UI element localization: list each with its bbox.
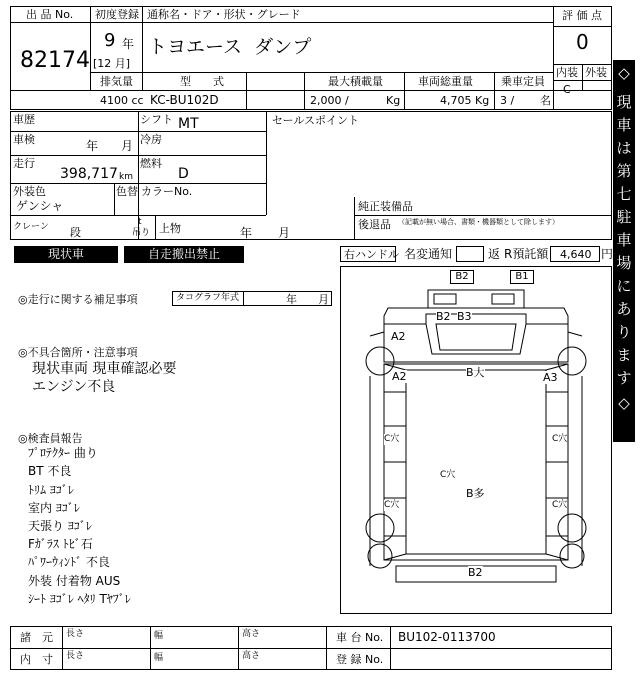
lot-no-value: 82174 [20, 48, 90, 73]
chassis-label: 車 台 No. [336, 631, 384, 644]
accessories-note: （記載が無い場合、書類・機器類として除します） [398, 218, 559, 226]
interior-value: C [563, 83, 571, 96]
mark-c-hole-center: C穴 [440, 470, 456, 480]
tacho-label: タコグラフ年式 [176, 293, 240, 303]
type-label: 型 式 [180, 75, 224, 88]
sales-point-label: セールスポイント [272, 114, 360, 127]
name-change-box [456, 246, 484, 262]
height-label-inner: 高さ [242, 651, 261, 661]
mark-b2-cab: B2 [436, 310, 451, 323]
inspector-line-6: Fｶﾞﾗｽ ﾄﾋﾞ石 [28, 537, 93, 551]
displacement-label: 排気量 [100, 75, 133, 88]
inspector-line-2: BT 不良 [28, 464, 72, 478]
mark-b1-top: B1 [510, 270, 534, 284]
width-label: 幅 [154, 631, 164, 641]
history-label: 車歴 [13, 113, 35, 126]
shift-value: MT [178, 116, 199, 132]
shift-label: シフト [140, 113, 173, 126]
upper-month: 月 [278, 226, 291, 240]
mark-a2-side: A2 [392, 370, 407, 383]
capacity-unit: 名 [540, 94, 551, 107]
inspector-line-7: ﾊﾟﾜｰｳｨﾝﾄﾞ 不良 [28, 555, 110, 569]
status-badge-current: 現状車 [14, 246, 118, 263]
mark-c-hole-right: C穴 [552, 434, 568, 444]
status-badge-no-self-drive: 自走搬出禁止 [124, 246, 244, 263]
max-load-unit: Kg [386, 94, 401, 107]
tacho-month: 月 [318, 293, 329, 306]
inspector-title: ◎検査員報告 [18, 432, 83, 445]
sidebar-char: 車 [616, 116, 632, 134]
fuel-value: D [178, 166, 189, 182]
color-value: ゲンシャ [16, 199, 64, 213]
max-load-label: 最大積載量 [328, 75, 383, 88]
color-change-label: 色替 [116, 185, 138, 198]
inspector-line-9: ｼｰﾄ ﾖｺﾞﾚ ﾍﾀﾘ Tﾔﾌﾞﾚ [28, 592, 131, 606]
mark-c-hole-right-2: C穴 [552, 500, 568, 510]
equipment-label: 純正装備品 [358, 200, 413, 213]
r-deposit-label: R預託額 [504, 247, 549, 261]
defects-title: ◎不具合箇所・注意事項 [18, 346, 138, 359]
dims-label: 諸 元 [20, 631, 53, 644]
height-label: 高さ [242, 629, 261, 639]
color-label: 外装色 [13, 185, 46, 198]
interior-label: 内装 [556, 66, 578, 79]
score-value: 0 [576, 30, 589, 54]
mileage-value: 398,717 [60, 166, 118, 182]
tax-label: 返 [488, 247, 501, 261]
crane-hook: 吊り [132, 228, 151, 238]
name-change-label: 名変通知 [404, 247, 453, 261]
sidebar-char: り [616, 323, 632, 341]
model-name: トヨエース ダンプ [148, 36, 312, 58]
capacity-value: 3 / [500, 94, 515, 107]
inspection-year: 年 [86, 139, 99, 153]
sidebar-char: 第 [616, 162, 632, 180]
length-label-inner: 長さ [66, 651, 85, 661]
tacho-year: 年 [286, 293, 297, 306]
inspection-month: 月 [121, 139, 134, 153]
mark-b2-top: B2 [450, 270, 474, 284]
defect-line-1: 現状車両 現車確認必要 [32, 361, 177, 377]
aircon-label: 冷房 [140, 133, 162, 146]
sidebar-char: 車 [616, 231, 632, 249]
inspector-line-1: ﾌﾟﾛﾃｸﾀｰ 曲り [28, 446, 98, 460]
first-reg-year: 9 [104, 30, 116, 51]
gross-weight-label: 車両総重量 [418, 75, 473, 88]
inspection-label: 車検 [13, 133, 35, 146]
displacement-value: 4100 cc [100, 94, 144, 107]
lot-no-label: 出 品 No. [26, 8, 74, 21]
mark-b-large: B大 [466, 366, 485, 379]
inspector-line-4: 室内 ﾖｺﾞﾚ [28, 501, 80, 515]
mileage-label: 走行 [13, 157, 35, 170]
crane-t: t [138, 217, 142, 227]
mark-a2-front: A2 [391, 330, 406, 343]
length-label: 長さ [66, 629, 85, 639]
sidebar-char: す [616, 369, 632, 387]
sidebar-char: あ [616, 300, 632, 318]
mark-b3-cab: B3 [457, 310, 472, 323]
steering-label: 右ハンドル [344, 248, 399, 261]
mileage-unit: km [119, 172, 133, 182]
type-value: KC-BU102D [150, 93, 219, 107]
mark-a3: A3 [543, 371, 558, 384]
gross-weight-value: 4,705 Kg [440, 94, 490, 107]
fuel-label: 燃料 [140, 157, 162, 170]
sidebar-char: ◇ [618, 64, 630, 82]
score-label: 評 価 点 [562, 9, 602, 22]
upper-label: 上物 [159, 222, 181, 235]
registration-label: 登 録 No. [336, 653, 384, 666]
upper-year: 年 [240, 226, 253, 240]
driving-notes-title: ◎走行に関する補足事項 [18, 293, 138, 306]
first-reg-month: [12 月] [93, 57, 131, 70]
mark-b-many: B多 [466, 487, 485, 500]
defect-line-2: エンジン不良 [32, 379, 116, 395]
vehicle-diagram [340, 266, 612, 614]
sidebar-char: ま [616, 346, 632, 364]
first-reg-label: 初度登録 [95, 8, 139, 21]
color-code-label: カラーNo. [141, 185, 193, 198]
capacity-label: 乗車定員 [501, 75, 545, 88]
r-deposit-unit: 円 [601, 247, 614, 261]
width-label-inner: 幅 [154, 653, 164, 663]
sidebar-char: は [616, 139, 632, 157]
chassis-value: BU102-0113700 [398, 630, 496, 644]
crane-dan: 段 [70, 226, 81, 239]
sidebar-char: 場 [616, 254, 632, 272]
mark-b2-rear: B2 [468, 566, 483, 579]
crane-label: クレーン [13, 222, 49, 232]
sidebar-char: ◇ [618, 394, 630, 412]
sidebar-char: 七 [616, 185, 632, 203]
model-label: 通称名・ドア・形状・グレード [147, 8, 301, 21]
r-deposit-value: 4,640 [560, 248, 592, 261]
inspector-line-3: ﾄﾘﾑ ﾖｺﾞﾚ [28, 483, 74, 497]
location-sidebar [613, 60, 635, 442]
mark-c-hole-left-2: C穴 [384, 500, 400, 510]
inspector-line-5: 天張り ﾖｺﾞﾚ [28, 519, 92, 533]
max-load-value: 2,000 / [310, 94, 349, 107]
sidebar-char: に [616, 277, 632, 295]
inspector-line-8: 外装 付着物 AUS [28, 574, 121, 588]
mark-c-hole-left: C穴 [384, 434, 400, 444]
sidebar-char: 現 [616, 93, 632, 111]
accessories-label: 後退品 [358, 218, 391, 231]
sidebar-char: 駐 [616, 208, 632, 226]
first-reg-year-unit: 年 [122, 37, 135, 51]
exterior-label: 外装 [585, 66, 607, 79]
inner-dims-label: 内 寸 [20, 653, 53, 666]
